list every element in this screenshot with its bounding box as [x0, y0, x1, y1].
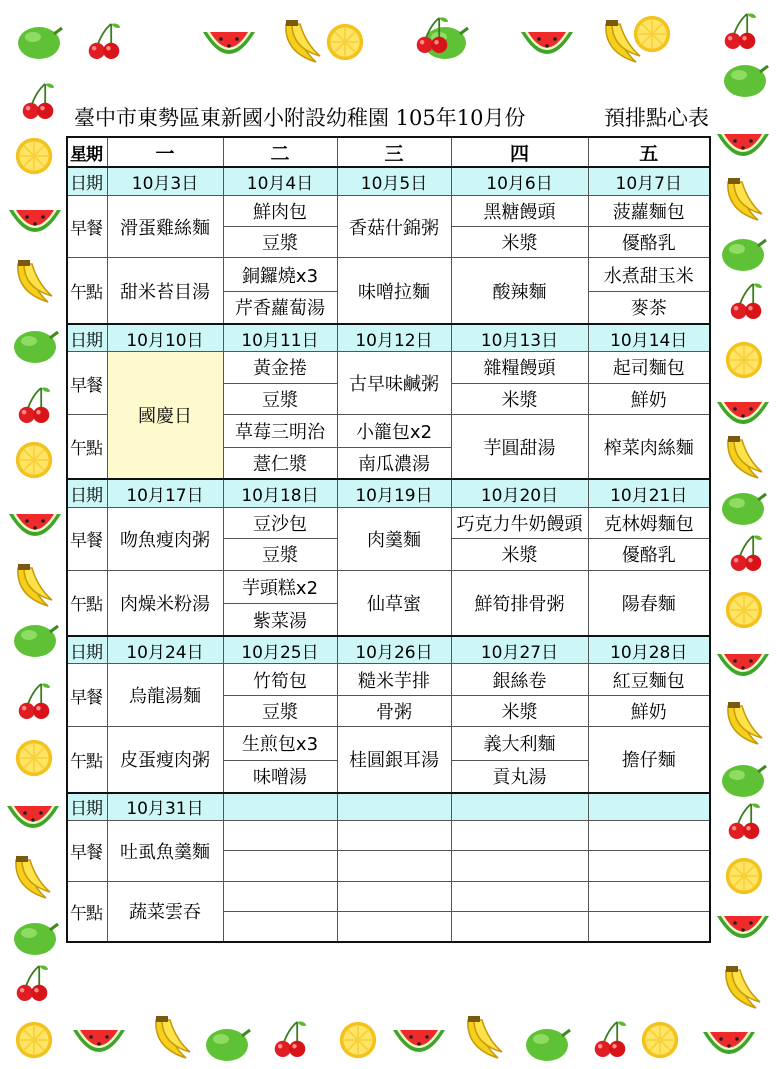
breakfast-label: 早餐: [67, 820, 107, 881]
breakfast-row: [67, 195, 710, 226]
menu-item: 鮮奶: [588, 695, 710, 726]
menu-item: 草莓三明治: [223, 415, 337, 447]
lemon-icon: [632, 14, 672, 54]
title-suffix: 預排點心表: [604, 106, 709, 130]
title-main: 臺中市東勢區東新國小附設幼稚園 105年10月份: [74, 106, 526, 130]
date-cell: 10月5日: [337, 167, 451, 195]
cherry-icon: [16, 680, 52, 722]
date-cell: 10月27日: [451, 636, 588, 664]
menu-item: 水煮甜玉米: [588, 258, 710, 292]
date-cell: [223, 793, 337, 821]
empty-cell: [588, 881, 710, 911]
menu-item: 豆沙包: [223, 507, 337, 538]
date-cell: 10月19日: [337, 479, 451, 507]
afternoon-label: 午點: [67, 881, 107, 942]
lime-icon: [522, 1024, 572, 1064]
cherry-icon: [414, 14, 450, 56]
breakfast-row: [67, 352, 710, 383]
menu-item: 吐虱魚羹麵: [107, 820, 223, 881]
cherry-icon: [16, 384, 52, 426]
banana-icon: [10, 854, 54, 904]
afternoon-row: [67, 727, 710, 761]
lemon-icon: [14, 1020, 54, 1060]
weekday-label: 星期: [67, 137, 107, 167]
menu-item: 古早味鹹粥: [337, 352, 451, 415]
lemon-icon: [14, 738, 54, 778]
empty-cell: [451, 820, 588, 850]
menu-item: 吻魚瘦肉粥: [107, 507, 223, 570]
menu-item: 米漿: [451, 539, 588, 570]
afternoon-row: [67, 258, 710, 292]
menu-item: 榨菜肉絲麵: [588, 415, 710, 480]
date-cell: 10月25日: [223, 636, 337, 664]
menu-item: 豆漿: [223, 227, 337, 258]
date-cell: 10月17日: [107, 479, 223, 507]
empty-cell: [337, 820, 451, 850]
menu-item: 優酪乳: [588, 539, 710, 570]
afternoon-label: 午點: [67, 727, 107, 793]
cherry-icon: [14, 962, 50, 1004]
empty-cell: [451, 881, 588, 911]
menu-item: 皮蛋瘦肉粥: [107, 727, 223, 793]
watermelon-icon: [70, 1024, 128, 1060]
date-cell: 10月31日: [107, 793, 223, 821]
watermelon-icon: [4, 800, 62, 836]
lemon-icon: [724, 856, 764, 896]
date-cell: 10月13日: [451, 324, 588, 352]
watermelon-icon: [200, 26, 258, 62]
menu-item: 味噌拉麵: [337, 258, 451, 324]
lemon-icon: [325, 22, 365, 62]
watermelon-icon: [714, 648, 772, 684]
banana-icon: [720, 964, 764, 1014]
menu-item: 滑蛋雞絲麵: [107, 195, 223, 258]
date-label: 日期: [67, 324, 107, 352]
lemon-icon: [14, 136, 54, 176]
empty-cell: [588, 851, 710, 881]
date-cell: 10月20日: [451, 479, 588, 507]
empty-cell: [588, 820, 710, 850]
cherry-icon: [86, 20, 122, 62]
weekday-cell: 二: [223, 137, 337, 167]
menu-item: 克林姆麵包: [588, 507, 710, 538]
weekday-cell: 三: [337, 137, 451, 167]
page-title: [66, 100, 709, 136]
menu-item: 優酪乳: [588, 227, 710, 258]
lime-icon: [10, 326, 60, 366]
menu-item: 竹筍包: [223, 664, 337, 695]
menu-item: 起司麵包: [588, 352, 710, 383]
cherry-icon: [726, 800, 762, 842]
empty-cell: [451, 912, 588, 942]
watermelon-icon: [714, 128, 772, 164]
menu-item: 貢丸湯: [451, 760, 588, 792]
date-cell: 10月28日: [588, 636, 710, 664]
menu-item: 味噌湯: [223, 760, 337, 792]
date-row: [67, 793, 710, 821]
cherry-icon: [722, 10, 758, 52]
menu-sheet: [66, 100, 709, 943]
empty-cell: [588, 912, 710, 942]
weekday-cell: 四: [451, 137, 588, 167]
empty-cell: [223, 851, 337, 881]
menu-item: 豆漿: [223, 539, 337, 570]
lime-icon: [14, 22, 64, 62]
banana-icon: [722, 700, 766, 750]
date-label: 日期: [67, 793, 107, 821]
date-cell: [588, 793, 710, 821]
lime-icon: [718, 234, 768, 274]
menu-item: 芹香蘿蔔湯: [223, 291, 337, 323]
menu-item: 桂圓銀耳湯: [337, 727, 451, 793]
menu-item: 香菇什錦粥: [337, 195, 451, 258]
watermelon-icon: [700, 1026, 758, 1062]
menu-item: 生煎包x3: [223, 727, 337, 761]
menu-item: 鮮肉包: [223, 195, 337, 226]
date-label: 日期: [67, 636, 107, 664]
lime-icon: [10, 620, 60, 660]
afternoon-label: 午點: [67, 258, 107, 324]
watermelon-icon: [714, 396, 772, 432]
empty-cell: [451, 851, 588, 881]
weekday-header-row: [67, 137, 710, 167]
menu-item: 紫菜湯: [223, 604, 337, 636]
lime-icon: [720, 60, 770, 100]
breakfast-label: 早餐: [67, 507, 107, 570]
cherry-icon: [272, 1018, 308, 1060]
weekday-cell: 一: [107, 137, 223, 167]
menu-item: 銀絲卷: [451, 664, 588, 695]
menu-item: 菠蘿麵包: [588, 195, 710, 226]
breakfast-label: 早餐: [67, 195, 107, 258]
date-cell: 10月7日: [588, 167, 710, 195]
holiday-cell: 國慶日: [107, 352, 223, 480]
menu-item: 鮮筍排骨粥: [451, 570, 588, 636]
lemon-icon: [14, 440, 54, 480]
menu-item: 骨粥: [337, 695, 451, 726]
menu-item: 南瓜濃湯: [337, 447, 451, 479]
weekday-cell: 五: [588, 137, 710, 167]
menu-item: 鮮奶: [588, 383, 710, 414]
banana-icon: [462, 1014, 506, 1064]
breakfast-row: [67, 664, 710, 695]
cherry-icon: [592, 1018, 628, 1060]
empty-cell: [337, 881, 451, 911]
menu-item: 巧克力牛奶饅頭: [451, 507, 588, 538]
date-cell: 10月14日: [588, 324, 710, 352]
date-label: 日期: [67, 479, 107, 507]
cherry-icon: [728, 280, 764, 322]
date-row: [67, 324, 710, 352]
watermelon-icon: [6, 508, 64, 544]
menu-item: 甜米苔目湯: [107, 258, 223, 324]
date-cell: 10月11日: [223, 324, 337, 352]
banana-icon: [12, 258, 56, 308]
menu-item: 肉羹麵: [337, 507, 451, 570]
date-cell: [451, 793, 588, 821]
menu-item: 米漿: [451, 227, 588, 258]
banana-icon: [12, 562, 56, 612]
lime-icon: [718, 488, 768, 528]
menu-item: 銅鑼燒x3: [223, 258, 337, 292]
afternoon-label: 午點: [67, 570, 107, 636]
banana-icon: [722, 434, 766, 484]
lemon-icon: [640, 1020, 680, 1060]
menu-item: 烏龍湯麵: [107, 664, 223, 727]
menu-item: 黃金捲: [223, 352, 337, 383]
watermelon-icon: [390, 1024, 448, 1060]
date-cell: 10月6日: [451, 167, 588, 195]
afternoon-row: [67, 570, 710, 604]
lemon-icon: [338, 1020, 378, 1060]
menu-item: 酸辣麵: [451, 258, 588, 324]
date-row: [67, 479, 710, 507]
breakfast-label: 早餐: [67, 664, 107, 727]
date-row: [67, 636, 710, 664]
menu-item: 米漿: [451, 695, 588, 726]
menu-item: 義大利麵: [451, 727, 588, 761]
afternoon-label: 午點: [67, 415, 107, 480]
date-cell: 10月3日: [107, 167, 223, 195]
menu-item: 豆漿: [223, 695, 337, 726]
menu-item: 芋圓甜湯: [451, 415, 588, 480]
menu-item: 黑糖饅頭: [451, 195, 588, 226]
lime-icon: [202, 1024, 252, 1064]
watermelon-icon: [518, 26, 576, 62]
breakfast-row: [67, 820, 710, 850]
empty-cell: [337, 851, 451, 881]
menu-item: 米漿: [451, 383, 588, 414]
banana-icon: [150, 1014, 194, 1064]
date-cell: 10月10日: [107, 324, 223, 352]
snack-menu-table: [66, 136, 711, 943]
date-cell: 10月12日: [337, 324, 451, 352]
lemon-icon: [724, 340, 764, 380]
menu-item: 薏仁漿: [223, 447, 337, 479]
banana-icon: [722, 176, 766, 226]
date-row: [67, 167, 710, 195]
menu-item: 豆漿: [223, 383, 337, 414]
watermelon-icon: [714, 910, 772, 946]
cherry-icon: [728, 532, 764, 574]
cherry-icon: [20, 80, 56, 122]
menu-item: 麥茶: [588, 291, 710, 323]
lime-icon: [10, 918, 60, 958]
empty-cell: [337, 912, 451, 942]
menu-item: 肉燥米粉湯: [107, 570, 223, 636]
menu-item: 陽春麵: [588, 570, 710, 636]
date-label: 日期: [67, 167, 107, 195]
lime-icon: [718, 760, 768, 800]
menu-item: 小籠包x2: [337, 415, 451, 447]
menu-item: 仙草蜜: [337, 570, 451, 636]
menu-item: 紅豆麵包: [588, 664, 710, 695]
breakfast-row: [67, 507, 710, 538]
empty-cell: [223, 912, 337, 942]
menu-item: 蔬菜雲吞: [107, 881, 223, 942]
date-cell: 10月18日: [223, 479, 337, 507]
date-cell: 10月26日: [337, 636, 451, 664]
menu-item: 糙米芋排: [337, 664, 451, 695]
banana-icon: [280, 18, 324, 68]
empty-cell: [223, 881, 337, 911]
lemon-icon: [724, 590, 764, 630]
afternoon-row: [67, 881, 710, 911]
breakfast-label: 早餐: [67, 352, 107, 415]
date-cell: [337, 793, 451, 821]
watermelon-icon: [6, 204, 64, 240]
date-cell: 10月24日: [107, 636, 223, 664]
date-cell: 10月4日: [223, 167, 337, 195]
menu-item: 雜糧饅頭: [451, 352, 588, 383]
menu-item: 芋頭糕x2: [223, 570, 337, 604]
date-cell: 10月21日: [588, 479, 710, 507]
menu-item: 擔仔麵: [588, 727, 710, 793]
empty-cell: [223, 820, 337, 850]
